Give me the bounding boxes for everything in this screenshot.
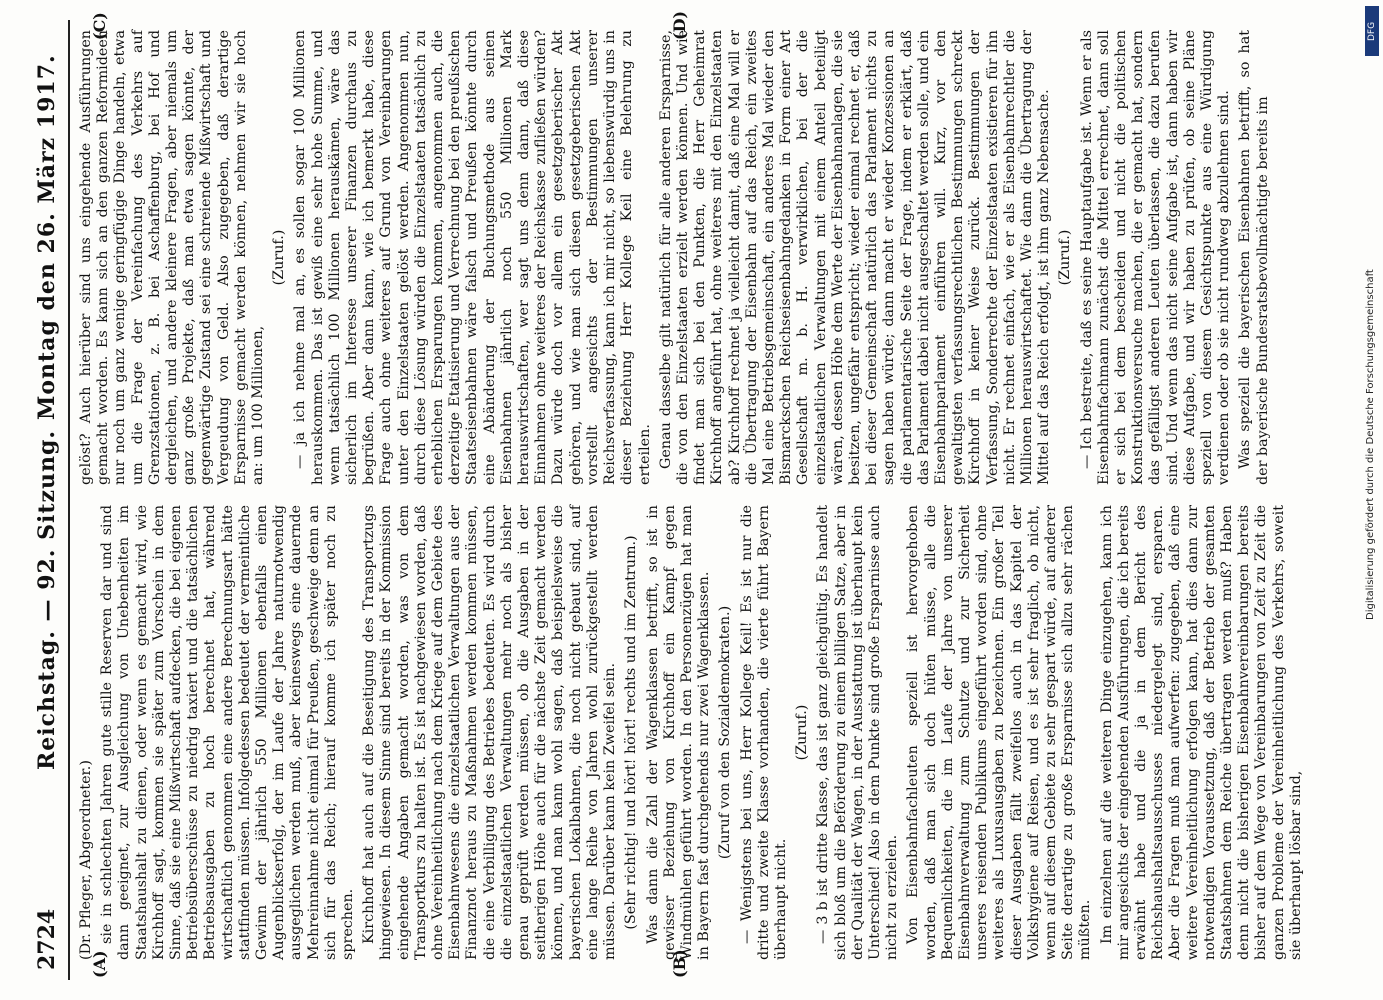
paragraph: sie in schlechten Jahren gute stille Reserven dar und sind dann geeignet, zur Ausgleichung von Unebenheiten im Staatshaushalt zu dienen, oder wenn es gemacht wird, wie Kirchhoff sagt, kommen sie später zum Vorschein in dem Sinne, daß sie eine Mißwirtschaft aufdecken, die bei eigenen Betriebsüberschüsse zu niedrig taxiert und die tatsächlichen Betriebsausgaben zu hoch berechnet hat, während wirtschaftlich genommen eine andere Berechnungsart hätte stattfinden müssen. Infolgedessen bedeutet der vermeintliche Gewinn der jährlich 550 Millionen ebenfalls einen Augenblickserfolg, der im Laufe der Jahre naturnotwendig ausgeglichen werden muß, aber keineswegs eine dauernde Mehreinnahme nicht einmal für Preußen, geschweige denn an sich für das Reich; hierauf komme ich später noch zu sprechen. [99,505,357,960]
rotated-page-content [30,10,1330,980]
margin-marker-a: (A) [90,950,109,978]
interjection: (Zuruf.) [794,704,811,761]
right-column [78,30,1276,485]
paragraph: — ja ich nehme mal an, es sollen sogar 100 Millionen herauskommen. Das ist gewiß eine sehr hohe Summe, und wenn tatsächlich 100 Millionen herauskämen, wäre das sicherlich im Interesse unserer Finanzen durchaus zu begrüßen. Aber dann kann, wie ich bemerkt habe, diese Frage auch ohne weiteres auf Grund von Vereinbarungen unter den Einzelstaaten gelöst werden. Angenommen nun, durch diese Lösung würden die Einzelstaaten tatsächlich zu erheblichen Ersparungen kommen, angenommen auch, die derzeitige Etatisierung und Verrechnung bei den preußischen Staatseisenbahnen wäre falsch und Preußen könnte durch eine Abänderung der Buchungsmethode aus seinen Eisenbahnen jährlich noch 550 Millionen Mark herauswirtschaften, wer sagt uns denn dann, daß diese Einnahmen ohne weiteres der Reichskasse zufließen würden? Dazu würde doch vor allem ein gesetzgeberischer Akt gehören, und wie man sich diesen gesetzgeberischen Akt vorstellt angesichts der Bestimmungen unserer Reichsverfassung, kann ich mir nicht, so liebenswürdig uns in dieser Beziehung Herr Kollege Keil eine Belehrung zu erteilen. [292,30,653,485]
dfg-logo: DFG [1365,6,1379,56]
paragraph: Kirchhoff hat auch auf die Beseitigung des Transportzugs hingewiesen. In diesem Sinne sind bereits in der Kommission eingehende Angaben gemacht worden, was von dem Transportkurs zu halten ist. Es ist nachgewiesen worden, daß ohne Vereinheitlichung nach dem Kriege auf dem Gebiete des Eisenbahnwesens die einzelstaatlichen Verwaltungen aus der Finanznot heraus zu Maßnahmen werden kommen müssen, die eine Verbilligung des Betriebes bedeuten. Es wird durch die einzelstaatlichen Verwaltungen mehr noch als bisher genau geprüft werden müssen, ob die Ausgaben in der seitherigen Höhe auch für die nächste Zeit gemacht werden können, und man kann wohl sagen, daß beispielsweise die bayerischen Lokalbahnen, die noch nicht gebaut sind, auf eine lange Reihe von Jahren wohl zurückgestellt werden müssen. Darüber kann kein Zweifel sein. [361,505,619,960]
interjection: (Zuruf.) [1057,229,1074,286]
paragraph: — Ich bestreite, daß es seine Hauptaufgabe ist. Wenn er als Eisenbahnfachmann zunächst die Mittel errechnet, dann soll er sich bei dem bescheiden und nicht die politischen Konstruktionsversuche machen, die er gemacht hat, sondern das gefälligst anderen Leuten überlassen, die dazu berufen sind. Und wenn das nicht seine Aufgabe ist, dann haben wir diese Aufgabe, und wir haben zu prüfen, ob seine Pläne speziell von diesem Gesichtspunkte aus eine Würdigung verdienen oder ob sie nicht rundweg abzulehnen sind. [1078,30,1233,485]
paragraph: — Wenigstens bei uns, Herr Kollege Keil! Es ist nur die dritte und zweite Klasse vorhanden, die vierte führt Bayern überhaupt nicht. [738,505,789,960]
paragraph: Von Eisenbahnfachleuten speziell ist hervorgehoben worden, daß man sich doch hüten müsse, alle die Bequemlichkeiten, die im Laufe der Jahre von unserer Eisenbahnverwaltung zum Schutze und zur Sicherheit unseres reisenden Publikums eingeführt worden sind, ohne weiteres als Luxusausgaben zu bezeichnen. Ein großer Teil dieser Ausgaben fällt zweifellos auch in das Kapitel der Volkshygiene auf Reisen, und es ist sehr fraglich, ob nicht, wenn auf diesem Gebiete zu sehr gespart würde, auf anderer Seite derartige zu große Ersparnisse sich allzu sehr rächen müßten. [905,505,1094,960]
session-title: Reichstag. — 92. Sitzung. [34,429,60,770]
paragraph: gelöst? Auch hierüber sind uns eingehende Ausführungen gemacht worden. Es kann sich an den ganzen Reformideen nur noch um ganz wenige geringfügige Dinge handeln, etwa um die Frage der Vereinfachung des Verkehrs auf Grenzstationen, z. B. bei Aschaffenburg, bei Hof und dergleichen, und andere kleinere Fragen, aber niemals um ganz große Projekte, daß man etwa sagen könnte, der gegenwärtige Zustand sei eine schreiende Mißwirtschaft und Vergeudung von Geld. Also zugegeben, daß derartige Ersparnisse gemacht werden können, nehmen wir sie hoch an: um 100 Millionen, [78,30,267,485]
paragraph: Was speziell die bayerischen Eisenbahnen betrifft, so hat der bayerische Bundesratsbevollmächtigte bereits im [1237,30,1271,485]
paragraph: Genau dasselbe gilt natürlich für alle anderen Ersparnisse, die von den Einzelstaaten erzielt werden können. Und wie findet man sich bei den Punkten, die Herr Geheimrat Kirchhoff angeführt hat, ohne weiteres mit den Einzelstaaten ab? Kirchhoff rechnet ja vielleicht damit, daß eine Mal will er die Übertragung der Eisenbahn auf das Reich, ein zweites Mal eine Betriebsgemeinschaft, ein anderes Mal wieder den Bismarckschen Reichseisenbahngedanken in Form einer Art Gesellschaft m. b. H. verwirklichen, bei der die einzelstaatlichen Verwaltungen mit einem Anteil beteiligt wären, dessen Höhe dem Werte der Eisenbahnanlagen, die sie besitzen, ungefähr entspricht; wieder einmal rechnet er, daß bei dieser Gemeinschaft natürlich das Parlament nichts zu sagen haben würde; dann macht er wieder Konzessionen an die parlamentarische Seite der Frage, indem er erklärt, daß das Parlament dabei nicht ausgeschaltet werden solle, und ein Eisenbahnparlament einführen will. Kurz, vor den gewaltigsten verfassungsrechtlichen Bestimmungen schreckt Kirchhoff in keiner Weise zurück. Bestimmungen der Verfassung, Sonderrechte der Einzelstaaten existieren für ihn nicht. Er rechnet einfach, wie er als Eisenbahnrechtler die Millionen herauswirtschaftet. Wie dann die Übertragung der Mittel auf das Reich erfolgt, ist ihm ganz Nebensache. [657,30,1053,485]
paragraph: — 3 b ist dritte Klasse, das ist ganz gleichgültig. Es handelt sich bloß um die Beförderung zu einem billigen Satze, aber in der Qualität der Wagen, in der Ausstattung ist überhaupt kein Unterschied! Also in dem Punkte sind große Ersparnisse auch nicht zu erzielen. [815,505,901,960]
margin-marker-d: (D) [670,10,689,40]
interjection: (Sehr richtig! und hört! hört! rechts und im Zentrum.) [623,535,640,930]
speaker-line: (Dr. Pfleger, Abgeordneter.) [78,760,94,960]
interjection: (Zuruf von den Sozialdemokraten.) [717,605,734,860]
session-date: Montag den 26. März 1917. [34,54,60,420]
paragraph: Im einzelnen auf die weiteren Dinge einzugehen, kann ich mir angesichts der eingehenden Ausführungen, die ich bereits erwähnt habe und die ja in dem Bericht des Reichshaushaltsausschusses niedergelegt sind, ersparen. Aber die Fragen muß man aufwerfen: zugegeben, daß eine weitere Vereinheitlichung erfolgen kann, hat dies dann zur notwendigen Voraussetzung, daß der Betrieb der gesamten Staatsbahnen dem Reiche übertragen werden muß? Haben denn nicht die bisherigen Eisenbahnvereinbarungen bereits bisher auf dem Wege von Vereinbarungen von Zeit zu Zeit die ganzen Probleme der Vereinheitlichung des Verkehrs, soweit sie überhaupt lösbar sind, [1098,505,1304,960]
left-column [78,505,1309,960]
margin-marker-c: (C) [90,12,109,40]
margin-marker-b: (B) [670,949,689,978]
digitization-credit: Digitalisierung gefördert durch die Deutsche Forschungsgemeinschaft [1365,269,1376,620]
header-rule [68,20,70,980]
interjection: (Zuruf.) [271,229,288,286]
page-header [30,20,70,980]
page-number: 2724 [34,908,60,970]
paragraph: Was dann die Zahl der Wagenklassen betrifft, so ist in gewisser Beziehung von Kirchhoff ein Kampf gegen Windmühlen geführt worden. In den Personenzügen hat man in Bayern fast durchgehends nur zwei Wagenklassen. [644,505,713,960]
